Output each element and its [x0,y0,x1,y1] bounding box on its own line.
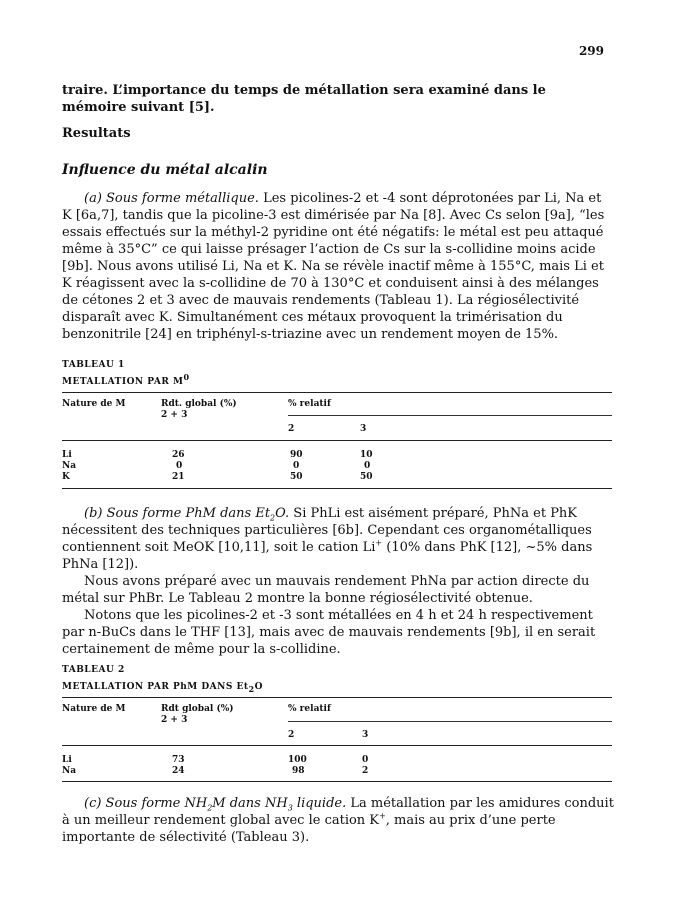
table1-header-rdt: Rdt. global (%) [161,399,237,409]
table1-header-nature: Nature de M [62,399,126,409]
heading-influence: Influence du métal alcalin [62,162,268,178]
table2-row-c3: 2 [362,766,369,776]
paragraph-c-text1: La métallation par les amidures conduit à un meilleur rendement global avec le cation K [62,796,614,828]
table1-header-col2: 2 [288,424,295,434]
table1-title-text: METALLATION PAR M [62,377,184,387]
table2-sub-rule [288,721,612,722]
paragraph-b [62,505,614,573]
table1-mid-rule [62,440,612,441]
table1-number: TABLEAU 1 [62,360,125,370]
table2-title-sub: 2 [248,683,255,694]
paragraph-c-lead-sub2: 3 [287,803,293,813]
paragraph-c-lead-sub1: 2 [207,803,213,813]
paragraph-b3: Notons que les picolines-2 et -3 sont métallées en 4 h et 24 h respectivement par n-BuCs dans le THF [13], mais avec de mauvais rendements [9b], il en serait certainement de même pour la s-collidine. [62,608,596,657]
table2-row-c3: 0 [362,755,369,765]
table2-header-rdt-sub: 2 + 3 [161,715,188,725]
table1-row-rdt: 26 [172,450,185,460]
table2-row-rdt: 24 [172,766,185,776]
paragraph-c-lead-b: M dans NH [212,796,288,811]
table1-row-c2: 90 [290,450,303,460]
table1-row-m: Li [62,450,72,460]
table1-top-rule [62,392,612,393]
table1-sub-rule [288,415,612,416]
table1-row-c3: 10 [360,450,373,460]
table2-header-nature: Nature de M [62,704,126,714]
paragraph-b-sup: + [375,538,383,548]
table1-header-rdt-sub: 2 + 3 [161,410,188,420]
table2-row-c2: 100 [288,755,307,765]
table1-row-rdt: 0 [176,461,183,471]
paragraph-a-lead: (a) Sous forme métallique. [84,191,259,206]
paragraph-b-text2: (10% dans PhK [12], ~5% dans PhNa [12]). [62,540,593,572]
paragraph-b-lead-a: (b) Sous forme PhM dans Et [84,506,271,521]
table1-row-m: Na [62,461,77,471]
table2-number: TABLEAU 2 [62,665,125,675]
table1-row-rdt: 21 [172,472,185,482]
table1-header-col3: 3 [360,424,367,434]
paragraph-c-sup: + [379,811,386,821]
paragraph-c-lead [84,796,346,811]
table2-header-col3: 3 [362,730,369,740]
paragraph-b-lead-b: O. [275,506,290,521]
table1-bottom-rule [62,488,612,489]
table1-row-c3: 0 [364,461,371,471]
heading-results: Resultats [62,126,131,141]
table2-row-c2: 98 [292,766,305,776]
paragraph-a-text: Les picolines-2 et -4 sont déprotonées par Li, Na et K [6a,7], tandis que la picoline-3 est dimérisée par Na [8]. Avec Cs selon [9a], “les essais effectués sur la méthyl-2 pyridine ont été négatifs: le métal est peu attaqué même à 35°C” ce qui laisse présager l’action de Cs sur la s-collidine moins acide [9b]. Nous avons utilisé Li, Na et K. Na se révèle inactif même à 155°C, mais Li et K réagissent avec la s-collidine de 70 à 130°C et conduisent ainsi à des mélanges de cétones 2 et 3 avec de mauvais rendements (Tableau 1). La régiosélectivité disparaît avec K. Simultanément ces métaux provoquent la trimérisation du benzonitrile [24] en triphényl-s-triazine avec un rendement moyen de 15%. [62,191,605,342]
table2-mid-rule [62,745,612,746]
table2-title-b: O [254,682,263,692]
table1-row-c2: 50 [290,472,303,482]
page-number: 299 [578,44,604,58]
table1-row-c3: 50 [360,472,373,482]
table2-title-a: METALLATION PAR PhM DANS Et [62,682,249,692]
paragraph-c-text2: , mais au prix d’une perte importante de sélectivité (Tableau 3). [62,813,556,845]
table2-header-rdt: Rdt global (%) [161,704,234,714]
table1-title [62,372,190,387]
paragraph-a [62,190,614,343]
paragraph-c-lead-c: liquide. [292,796,347,811]
table1-row-m: K [62,472,70,482]
table2-row-rdt: 73 [172,755,185,765]
paragraph-b-text1: Si PhLi est aisément préparé, PhNa et PhK nécessitent des techniques particulières [6b]. Cependant ces organométalliques contiennent soit MeOK [10,11], soit le cation Li [62,506,592,555]
table2-bottom-rule [62,781,612,782]
paragraph-intro: traire. L’importance du temps de métallation sera examiné dans le mémoire suivant [5]. [62,83,546,115]
paragraph-c [62,795,614,846]
table2-title [62,682,263,692]
paragraph-c-lead-a: (c) Sous forme NH [84,796,208,811]
paragraph-b-lead-sub: 2 [270,513,276,523]
table2-top-rule [62,697,612,698]
paragraph-b-lead [84,506,289,521]
table1-row-c2: 0 [293,461,300,471]
table2-row-m: Li [62,755,72,765]
table2-header-rel: % relatif [288,704,331,714]
table1-header-rel: % relatif [288,399,331,409]
table2-row-m: Na [62,766,77,776]
paragraph-b2: Nous avons préparé avec un mauvais rendement PhNa par action directe du métal sur PhBr. Le Tableau 2 montre la bonne régiosélectivité obtenue. [62,574,590,606]
table2-header-col2: 2 [288,730,295,740]
table1-title-sup: 0 [183,372,190,382]
